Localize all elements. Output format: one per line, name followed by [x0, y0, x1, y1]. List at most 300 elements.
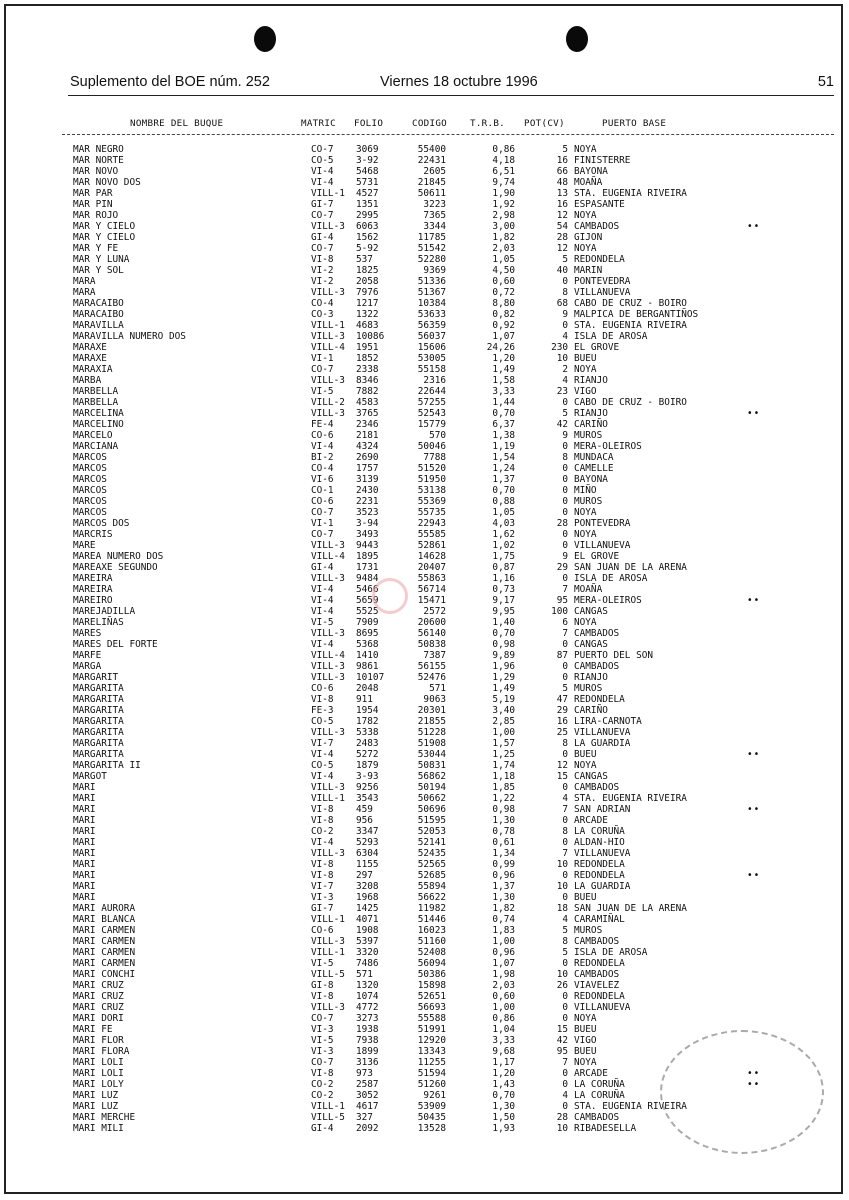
matricula: VILL-5	[311, 1112, 345, 1123]
trb: 0,78	[492, 826, 515, 837]
folio: 7882	[356, 386, 379, 397]
vessel-name: MARI CARMEN	[73, 936, 136, 947]
potencia: 95	[556, 595, 568, 606]
potencia: 0	[562, 749, 568, 760]
table-row	[0, 287, 849, 298]
vessel-name: MARI	[73, 848, 96, 859]
puerto-base: PONTEVEDRA	[574, 276, 631, 287]
codigo: 55863	[417, 573, 446, 584]
potencia: 10	[556, 969, 568, 980]
vessel-name: MARI	[73, 793, 96, 804]
table-row	[0, 727, 849, 738]
puerto-base: STA. EUGENIA RIVEIRA	[574, 1101, 687, 1112]
trb: 8,80	[492, 298, 515, 309]
table-row	[0, 485, 849, 496]
codigo: 51595	[417, 815, 446, 826]
codigo: 20301	[417, 705, 446, 716]
folio: 1322	[356, 309, 379, 320]
potencia: 16	[556, 199, 568, 210]
trb: 1,16	[492, 573, 515, 584]
puerto-base: RIANJO	[574, 408, 608, 419]
trb: 0,98	[492, 804, 515, 815]
table-row	[0, 199, 849, 210]
matricula: VI-8	[311, 991, 334, 1002]
matricula: CO-2	[311, 826, 334, 837]
puerto-base: CAMBADOS	[574, 936, 620, 947]
table-row	[0, 837, 849, 848]
table-row	[0, 969, 849, 980]
codigo: 56359	[417, 320, 446, 331]
codigo: 12920	[417, 1035, 446, 1046]
trb: 0,70	[492, 628, 515, 639]
potencia: 0	[562, 1013, 568, 1024]
potencia: 7	[562, 628, 568, 639]
potencia: 100	[551, 606, 568, 617]
potencia: 8	[562, 738, 568, 749]
vessel-name: MARI CONCHI	[73, 969, 136, 980]
folio: 3069	[356, 144, 379, 155]
puerto-base: CANGAS	[574, 639, 608, 650]
potencia: 28	[556, 232, 568, 243]
codigo: 56037	[417, 331, 446, 342]
puerto-base: REDONDELA	[574, 991, 625, 1002]
codigo: 7365	[423, 210, 446, 221]
folio: 2483	[356, 738, 379, 749]
codigo: 2605	[423, 166, 446, 177]
folio: 7909	[356, 617, 379, 628]
folio: 2231	[356, 496, 379, 507]
puerto-base: CAMBADOS	[574, 1112, 620, 1123]
vessel-name: MARACAIBO	[73, 298, 124, 309]
vessel-name: MARCELINO	[73, 419, 124, 430]
potencia: 10	[556, 881, 568, 892]
codigo: 53138	[417, 485, 446, 496]
vessel-name: MARI AURORA	[73, 903, 136, 914]
matricula: VILL-4	[311, 551, 345, 562]
puerto-base: CAMBADOS	[574, 628, 620, 639]
puerto-base: VILLANUEVA	[574, 540, 631, 551]
puerto-base: NOYA	[574, 529, 597, 540]
puerto-base: BUEU	[574, 749, 597, 760]
matricula: VI-8	[311, 1068, 334, 1079]
vessel-name: MARBELLA	[73, 397, 119, 408]
table-row	[0, 650, 849, 661]
matricula: CO-2	[311, 1090, 334, 1101]
table-row	[0, 276, 849, 287]
folio: 1895	[356, 551, 379, 562]
folio: 9256	[356, 782, 379, 793]
codigo: 21845	[417, 177, 446, 188]
folio: 1562	[356, 232, 379, 243]
potencia: 5	[562, 408, 568, 419]
vessel-name: MAR NOVO	[73, 166, 119, 177]
potencia: 54	[556, 221, 568, 232]
folio: 9484	[356, 573, 379, 584]
puerto-base: LA CORUÑA	[574, 1079, 625, 1090]
trb: 1,24	[492, 463, 515, 474]
folio: 3-92	[356, 155, 379, 166]
folio: 2181	[356, 430, 379, 441]
matricula: VI-4	[311, 584, 334, 595]
trb: 6,37	[492, 419, 515, 430]
table-row	[0, 870, 849, 881]
potencia: 0	[562, 958, 568, 969]
vessel-name: MARI CRUZ	[73, 980, 124, 991]
trb: 0,98	[492, 639, 515, 650]
puerto-base: CAMBADOS	[574, 661, 620, 672]
folio: 2092	[356, 1123, 379, 1134]
folio: 2690	[356, 452, 379, 463]
folio: 3347	[356, 826, 379, 837]
table-row	[0, 749, 849, 760]
vessel-name: MAR PIN	[73, 199, 113, 210]
trb: 1,37	[492, 474, 515, 485]
trb: 1,20	[492, 1068, 515, 1079]
table-row	[0, 694, 849, 705]
codigo: 51594	[417, 1068, 446, 1079]
puerto-base: SAN JUAN DE LA ARENA	[574, 562, 687, 573]
folio: 5731	[356, 177, 379, 188]
codigo: 51950	[417, 474, 446, 485]
marker: ••	[747, 870, 761, 881]
puerto-base: EL GROVE	[574, 342, 620, 353]
vessel-name: MARCELINA	[73, 408, 124, 419]
folio: 9861	[356, 661, 379, 672]
vessel-name: MARI	[73, 892, 96, 903]
vessel-name: MARGARITA	[73, 727, 124, 738]
table-row	[0, 925, 849, 936]
puerto-base: CARAMIÑAL	[574, 914, 625, 925]
potencia: 87	[556, 650, 568, 661]
vessel-name: MAR Y CIELO	[73, 221, 136, 232]
trb: 2,03	[492, 980, 515, 991]
trb: 0,88	[492, 496, 515, 507]
folio: 5338	[356, 727, 379, 738]
archive-watermark	[372, 574, 522, 618]
marker: ••	[747, 408, 761, 419]
vessel-name: MARCOS	[73, 452, 107, 463]
trb: 1,30	[492, 1101, 515, 1112]
trb: 3,33	[492, 386, 515, 397]
codigo: 9261	[423, 1090, 446, 1101]
codigo: 13343	[417, 1046, 446, 1057]
folio: 4617	[356, 1101, 379, 1112]
table-row	[0, 452, 849, 463]
marker: ••	[747, 595, 761, 606]
puerto-base: LA CORUÑA	[574, 1090, 625, 1101]
potencia: 0	[562, 496, 568, 507]
puerto-base: CAMBADOS	[574, 782, 620, 793]
matricula: VI-5	[311, 958, 334, 969]
table-row	[0, 540, 849, 551]
puerto-base: VIGO	[574, 386, 597, 397]
potencia: 0	[562, 507, 568, 518]
vessel-name: MAREIRO	[73, 595, 113, 606]
potencia: 2	[562, 364, 568, 375]
codigo: 15898	[417, 980, 446, 991]
matricula: CO-7	[311, 1013, 334, 1024]
trb: 0,86	[492, 144, 515, 155]
trb: 1,20	[492, 353, 515, 364]
table-row	[0, 793, 849, 804]
puerto-base: NOYA	[574, 364, 597, 375]
potencia: 15	[556, 1024, 568, 1035]
puerto-base: FINISTERRE	[574, 155, 631, 166]
vessel-name: MAREIRA	[73, 584, 113, 595]
matricula: VI-8	[311, 694, 334, 705]
codigo: 52861	[417, 540, 446, 551]
matricula: VI-4	[311, 606, 334, 617]
puerto-base: VILLANUEVA	[574, 848, 631, 859]
puerto-base: LIRA-CARNOTA	[574, 716, 642, 727]
matricula: VI-4	[311, 441, 334, 452]
matricula: VILL-1	[311, 188, 345, 199]
potencia: 0	[562, 892, 568, 903]
matricula: GI-7	[311, 199, 334, 210]
folio: 2048	[356, 683, 379, 694]
folio: 297	[356, 870, 373, 881]
vessel-name: MARES DEL FORTE	[73, 639, 158, 650]
codigo: 50662	[417, 793, 446, 804]
vessel-name: MARI	[73, 859, 96, 870]
potencia: 4	[562, 375, 568, 386]
puerto-base: REDONDELA	[574, 870, 625, 881]
table-row	[0, 529, 849, 540]
folio: 2338	[356, 364, 379, 375]
folio: 1410	[356, 650, 379, 661]
potencia: 0	[562, 1002, 568, 1013]
trb: 1,90	[492, 188, 515, 199]
matricula: FE-4	[311, 419, 334, 430]
vessel-name: MARCOS	[73, 496, 107, 507]
puerto-base: NOYA	[574, 1057, 597, 1068]
matricula: GI-8	[311, 980, 334, 991]
column-headers	[60, 118, 840, 132]
trb: 1,49	[492, 364, 515, 375]
vessel-name: MARA	[73, 276, 96, 287]
matricula: VILL-3	[311, 1002, 345, 1013]
vessel-name: MARGARIT	[73, 672, 119, 683]
trb: 0,82	[492, 309, 515, 320]
potencia: 9	[562, 551, 568, 562]
potencia: 0	[562, 639, 568, 650]
potencia: 7	[562, 584, 568, 595]
trb: 1,38	[492, 430, 515, 441]
matricula: VI-4	[311, 771, 334, 782]
trb: 1,04	[492, 1024, 515, 1035]
trb: 1,25	[492, 749, 515, 760]
trb: 0,92	[492, 320, 515, 331]
potencia: 95	[556, 1046, 568, 1057]
codigo: 50046	[417, 441, 446, 452]
puerto-base: CAMBADOS	[574, 969, 620, 980]
potencia: 23	[556, 386, 568, 397]
codigo: 51542	[417, 243, 446, 254]
codigo: 51367	[417, 287, 446, 298]
trb: 2,03	[492, 243, 515, 254]
folio: 327	[356, 1112, 373, 1123]
table-row	[0, 243, 849, 254]
table-row	[0, 441, 849, 452]
matricula: VI-5	[311, 1035, 334, 1046]
table-row	[0, 188, 849, 199]
folio: 5525	[356, 606, 379, 617]
codigo: 20600	[417, 617, 446, 628]
folio: 1425	[356, 903, 379, 914]
matricula: VILL-3	[311, 672, 345, 683]
puerto-base: MIÑO	[574, 485, 597, 496]
potencia: 10	[556, 353, 568, 364]
table-row	[0, 617, 849, 628]
puerto-base: NOYA	[574, 507, 597, 518]
codigo: 22431	[417, 155, 446, 166]
potencia: 29	[556, 562, 568, 573]
trb: 0,87	[492, 562, 515, 573]
col-folio: FOLIO	[354, 118, 384, 129]
table-row	[0, 551, 849, 562]
matricula: VI-8	[311, 859, 334, 870]
matricula: VILL-3	[311, 848, 345, 859]
marker: ••	[747, 749, 761, 760]
vessel-name: MARI LUZ	[73, 1090, 119, 1101]
vessel-name: MARCOS	[73, 485, 107, 496]
puerto-base: RIANJO	[574, 375, 608, 386]
trb: 1,98	[492, 969, 515, 980]
puerto-base: BUEU	[574, 353, 597, 364]
trb: 1,07	[492, 331, 515, 342]
trb: 1,29	[492, 672, 515, 683]
puerto-base: VIGO	[574, 1035, 597, 1046]
vessel-name: MARI CRUZ	[73, 991, 124, 1002]
folio: 10086	[356, 331, 385, 342]
codigo: 15606	[417, 342, 446, 353]
table-row	[0, 661, 849, 672]
matricula: VILL-3	[311, 408, 345, 419]
puerto-base: CARIÑO	[574, 705, 608, 716]
vessel-name: MARE	[73, 540, 96, 551]
matricula: VI-4	[311, 595, 334, 606]
vessel-name: MARI FLOR	[73, 1035, 124, 1046]
puerto-base: RIANJO	[574, 672, 608, 683]
codigo: 21855	[417, 716, 446, 727]
vessel-name: MARCOS	[73, 474, 107, 485]
potencia: 48	[556, 177, 568, 188]
table-row	[0, 232, 849, 243]
matricula: CO-7	[311, 1057, 334, 1068]
trb: 0,72	[492, 287, 515, 298]
potencia: 4	[562, 793, 568, 804]
vessel-name: MARCOS DOS	[73, 518, 130, 529]
puerto-base: BAYONA	[574, 166, 608, 177]
codigo: 52543	[417, 408, 446, 419]
trb: 3,33	[492, 1035, 515, 1046]
potencia: 7	[562, 1057, 568, 1068]
puerto-base: LA GUARDIA	[574, 738, 631, 749]
matricula: VILL-4	[311, 650, 345, 661]
folio: 1155	[356, 859, 379, 870]
potencia: 5	[562, 254, 568, 265]
folio: 3523	[356, 507, 379, 518]
potencia: 68	[556, 298, 568, 309]
codigo: 57255	[417, 397, 446, 408]
matricula: VI-8	[311, 870, 334, 881]
table-row	[0, 375, 849, 386]
trb: 1,43	[492, 1079, 515, 1090]
puerto-base: SAN JUAN DE LA ARENA	[574, 903, 687, 914]
matricula: VI-4	[311, 837, 334, 848]
puerto-base: REDONDELA	[574, 958, 625, 969]
potencia: 40	[556, 265, 568, 276]
table-row	[0, 463, 849, 474]
marker: ••	[747, 1068, 761, 1079]
vessel-name: MAR NOVO DOS	[73, 177, 141, 188]
codigo: 51336	[417, 276, 446, 287]
puerto-base: MARIN	[574, 265, 603, 276]
puerto-base: LA GUARDIA	[574, 881, 631, 892]
potencia: 230	[551, 342, 568, 353]
matricula: VILL-1	[311, 947, 345, 958]
folio: 1731	[356, 562, 379, 573]
matricula: VI-2	[311, 276, 334, 287]
codigo: 56094	[417, 958, 446, 969]
folio: 3-94	[356, 518, 379, 529]
potencia: 29	[556, 705, 568, 716]
potencia: 18	[556, 903, 568, 914]
vessel-name: MARI	[73, 870, 96, 881]
vessel-name: MAR ROJO	[73, 210, 119, 221]
table-row	[0, 353, 849, 364]
puerto-base: NOYA	[574, 210, 597, 221]
watermark-circle-icon	[372, 578, 408, 614]
matricula: VILL-3	[311, 661, 345, 672]
folio: 3208	[356, 881, 379, 892]
trb: 1,40	[492, 617, 515, 628]
puerto-base: BUEU	[574, 892, 597, 903]
matricula: VI-4	[311, 749, 334, 760]
matricula: VILL-3	[311, 287, 345, 298]
matricula: VILL-4	[311, 342, 345, 353]
matricula: FE-3	[311, 705, 334, 716]
vessel-name: MAR Y SOL	[73, 265, 124, 276]
matricula: VI-8	[311, 804, 334, 815]
potencia: 12	[556, 210, 568, 221]
matricula: VILL-3	[311, 331, 345, 342]
table-row	[0, 859, 849, 870]
vessel-name: MARGARITA	[73, 705, 124, 716]
trb: 1,58	[492, 375, 515, 386]
matricula: CO-7	[311, 243, 334, 254]
potencia: 13	[556, 188, 568, 199]
potencia: 42	[556, 1035, 568, 1046]
trb: 3,40	[492, 705, 515, 716]
matricula: CO-7	[311, 210, 334, 221]
codigo: 22943	[417, 518, 446, 529]
folio: 1908	[356, 925, 379, 936]
puerto-base: BUEU	[574, 1024, 597, 1035]
codigo: 50611	[417, 188, 446, 199]
matricula: VI-3	[311, 1046, 334, 1057]
table-row	[0, 881, 849, 892]
vessel-name: MARELIÑAS	[73, 617, 124, 628]
puerto-base: RIBADESELLA	[574, 1123, 637, 1134]
potencia: 0	[562, 782, 568, 793]
matricula: VILL-1	[311, 914, 345, 925]
trb: 0,96	[492, 947, 515, 958]
table-row	[0, 331, 849, 342]
vessel-name: MARI	[73, 826, 96, 837]
puerto-base: ARCADE	[574, 815, 608, 826]
codigo: 10384	[417, 298, 446, 309]
